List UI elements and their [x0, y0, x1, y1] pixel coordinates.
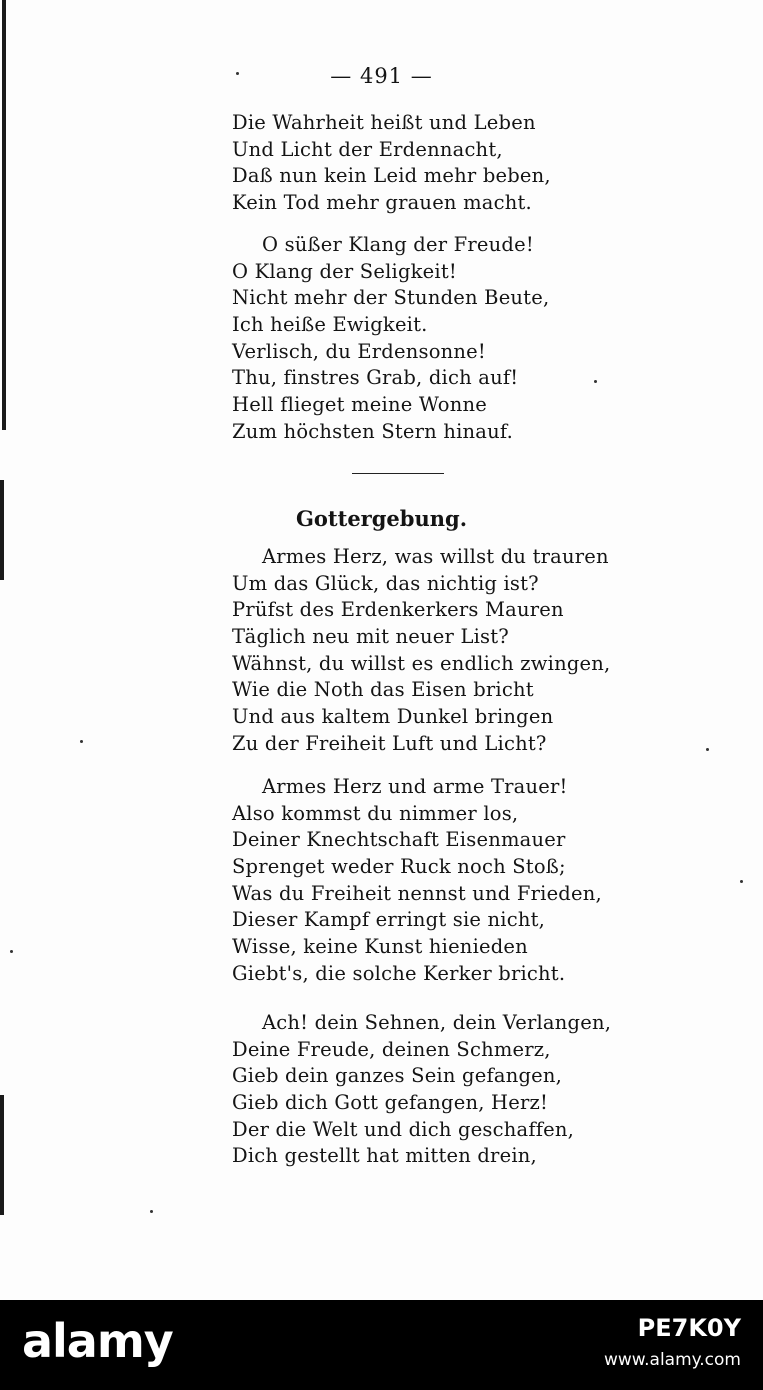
verse-line: Der die Welt und dich geschaffen,	[232, 1117, 575, 1141]
verse-line: Daß nun kein Leid mehr beben,	[232, 164, 551, 188]
verse-line: Deine Freude, deinen Schmerz,	[232, 1037, 551, 1061]
poem1-stanza2	[232, 232, 549, 446]
verse-line: Gieb dich Gott gefangen, Herz!	[232, 1091, 549, 1115]
verse-line: Und Licht der Erdennacht,	[232, 137, 503, 161]
poem2-stanza2	[232, 774, 602, 988]
verse-line: Also kommst du nimmer los,	[232, 801, 519, 825]
verse-line: Ich heiße Ewigkeit.	[232, 313, 428, 337]
verse-line: Was du Freiheit nennst und Frieden,	[232, 881, 602, 905]
scan-speck	[80, 740, 83, 743]
poem2-stanza3	[232, 1010, 611, 1170]
verse-line: Um das Glück, das nichtig ist?	[232, 571, 539, 595]
verse-line: O Klang der Seligkeit!	[232, 259, 457, 283]
scan-speck	[740, 880, 743, 883]
verse-line: Giebt's, die solche Kerker bricht.	[232, 961, 566, 985]
verse-line: Täglich neu mit neuer List?	[232, 625, 509, 649]
section-divider	[352, 473, 444, 474]
verse-line: Zum höchsten Stern hinauf.	[232, 419, 513, 443]
page-number: — 491 —	[330, 64, 433, 88]
verse-line: Sprenget weder Ruck noch Stoß;	[232, 855, 566, 879]
scan-speck	[236, 72, 239, 75]
alamy-logo: alamy	[22, 1314, 173, 1368]
verse-line: Armes Herz, was willst du trauren	[262, 545, 609, 568]
verse-line: Hell flieget meine Wonne	[232, 393, 487, 417]
verse-line: Gieb dein ganzes Sein gefangen,	[232, 1064, 563, 1088]
verse-line: Verlisch, du Erdensonne!	[232, 339, 486, 363]
watermark-banner	[0, 1300, 763, 1390]
binding-edge-mark	[0, 1095, 4, 1215]
watermark-url: www.alamy.com	[603, 1350, 741, 1370]
image-id: PE7K0Y	[637, 1314, 741, 1342]
verse-line: Nicht mehr der Stunden Beute,	[232, 286, 550, 310]
poem-title: Gottergebung.	[295, 506, 468, 531]
poem2-stanza1	[232, 544, 610, 758]
verse-line: Wisse, keine Kunst hienieden	[232, 935, 528, 959]
verse-line: Dieser Kampf erringt sie nicht,	[232, 908, 546, 932]
verse-line: Ach! dein Sehnen, dein Verlangen,	[262, 1011, 612, 1034]
scan-speck	[150, 1210, 153, 1213]
poem1-stanza1	[232, 110, 551, 217]
verse-line: Deiner Knechtschaft Eisenmauer	[232, 828, 566, 852]
scan-speck	[706, 748, 709, 751]
verse-line: Wie die Noth das Eisen bricht	[232, 678, 534, 702]
verse-line: Thu, finstres Grab, dich auf!	[232, 366, 519, 390]
verse-line: Kein Tod mehr grauen macht.	[232, 191, 532, 215]
verse-line: Die Wahrheit heißt und Leben	[232, 111, 536, 134]
verse-line: Zu der Freiheit Luft und Licht?	[232, 731, 547, 755]
verse-line: O süßer Klang der Freude!	[262, 233, 534, 256]
verse-line: Und aus kaltem Dunkel bringen	[232, 705, 554, 729]
verse-line: Prüfst des Erdenkerkers Mauren	[232, 598, 564, 622]
scan-speck	[594, 380, 597, 383]
verse-line: Wähnst, du willst es endlich zwingen,	[232, 651, 611, 675]
verse-line: Dich gestellt hat mitten drein,	[232, 1144, 537, 1168]
verse-line: Armes Herz und arme Trauer!	[262, 775, 568, 798]
scan-speck	[10, 950, 13, 953]
